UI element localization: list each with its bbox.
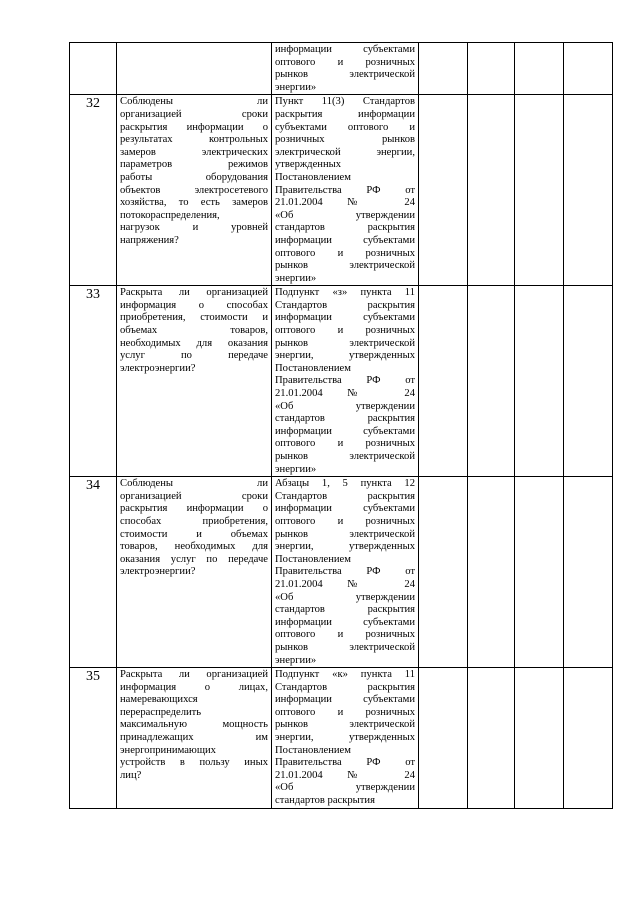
text-line: объектов электросетевого: [120, 184, 268, 196]
text-line: намеревающихся: [120, 694, 198, 706]
answer-cell: [419, 286, 468, 477]
text-line: работы оборудования: [120, 171, 268, 183]
text-line: 21.01.2004 № 24: [275, 769, 415, 781]
text-line: организацией сроки: [120, 108, 268, 120]
text-line: оптового и розничных: [275, 247, 415, 259]
answer-cell: [515, 668, 564, 809]
text-line: энергии»: [275, 654, 317, 666]
text-line: оптового и розничных: [275, 629, 415, 641]
question-cell: [117, 43, 272, 95]
text-line: рынков электрической: [275, 69, 415, 81]
question-cell: [117, 477, 272, 668]
text-line: стоимости и объемах: [120, 528, 268, 540]
answer-cell: [564, 95, 613, 286]
reference-cell: [272, 477, 419, 668]
text-line: энергии»: [275, 272, 317, 284]
question-cell: [117, 668, 272, 809]
text-line: раскрытия информации о: [120, 121, 268, 133]
text-line: 21.01.2004 № 24: [275, 197, 415, 209]
answer-cell: [564, 668, 613, 809]
answer-cell: [564, 286, 613, 477]
text-line: утвержденных: [275, 159, 342, 171]
text-line: «Об утверждении: [275, 591, 415, 603]
text-line: стандартов раскрытия: [275, 222, 415, 234]
text-line: «Об утверждении: [275, 400, 415, 412]
text-line: оптового и розничных: [275, 325, 415, 337]
text-line: лиц?: [120, 769, 142, 781]
row-number: 33: [70, 286, 117, 477]
text-line: энергии»: [275, 81, 317, 93]
text-line: розничных рынков: [275, 134, 415, 146]
text-line: Раскрыта ли организацией: [120, 669, 268, 681]
question-cell: [117, 286, 272, 477]
text-line: оптового и розничных: [275, 706, 415, 718]
text-line: Правительства РФ от: [275, 375, 415, 387]
text-line: раскрытия информации о: [120, 503, 268, 515]
text-line: 21.01.2004 № 24: [275, 388, 415, 400]
text-line: информация о способах: [120, 299, 268, 311]
text-line: Правительства РФ от: [275, 757, 415, 769]
text-line: «Об утверждении: [275, 209, 415, 221]
text-line: стандартов раскрытия: [275, 413, 415, 425]
text-line: нагрузок и уровней: [120, 222, 268, 234]
text-line: энергии, утвержденных: [275, 541, 415, 553]
number-cell: [70, 43, 117, 95]
text-line: субъектами оптового и: [275, 121, 415, 133]
text-line: стандартов раскрытия: [275, 604, 415, 616]
text-line: рынков электрической: [275, 719, 415, 731]
answer-cell: [515, 477, 564, 668]
text-line: Подпункт «к» пункта 11: [275, 669, 415, 681]
text-line: информации субъектами: [275, 694, 415, 706]
reference-cell: [272, 43, 419, 95]
table-row: [70, 286, 613, 477]
text-line: напряжения?: [120, 234, 179, 246]
text-line: параметров режимов: [120, 159, 268, 171]
text-line: раскрытия информации: [275, 108, 415, 120]
table-row: [70, 668, 613, 809]
text-line: Соблюдены ли: [120, 96, 268, 108]
text-line: Абзацы 1, 5 пункта 12: [275, 478, 415, 490]
answer-cell: [515, 43, 564, 95]
reference-cell: [272, 286, 419, 477]
text-line: энергии»: [275, 463, 317, 475]
text-line: объемах товаров,: [120, 325, 268, 337]
text-line: оптового и розничных: [275, 438, 415, 450]
text-line: информации субъектами: [275, 503, 415, 515]
answer-cell: [419, 43, 468, 95]
text-line: Стандартов раскрытия: [275, 681, 415, 693]
reference-cell: [272, 95, 419, 286]
answer-cell: [468, 668, 515, 809]
text-line: услуг по передаче: [120, 350, 268, 362]
text-line: электроэнергии?: [120, 566, 196, 578]
text-line: рынков электрической: [275, 641, 415, 653]
question-cell: [117, 95, 272, 286]
text-line: информации субъектами: [275, 44, 415, 55]
text-line: оптового и розничных: [275, 515, 415, 527]
text-line: рынков электрической: [275, 337, 415, 349]
answer-cell: [564, 43, 613, 95]
text-line: рынков электрической: [275, 528, 415, 540]
text-line: информации субъектами: [275, 425, 415, 437]
answer-cell: [468, 477, 515, 668]
text-line: оптового и розничных: [275, 56, 415, 68]
text-line: 21.01.2004 № 24: [275, 578, 415, 590]
text-line: устройств в пользу иных: [120, 757, 268, 769]
text-line: Подпункт «з» пункта 11: [275, 287, 415, 299]
text-line: Пункт 11(3) Стандартов: [275, 96, 415, 108]
text-line: максимальную мощность: [120, 719, 268, 731]
checklist-table: [69, 42, 613, 809]
text-line: принадлежащих им: [120, 732, 268, 744]
text-line: Постановлением: [275, 553, 351, 565]
text-line: энергии, утвержденных: [275, 732, 415, 744]
table-row: [70, 95, 613, 286]
reference-cell: [272, 668, 419, 809]
text-line: оказания услуг по передаче: [120, 553, 268, 565]
table-body: [70, 43, 613, 809]
row-number: 32: [70, 95, 117, 286]
answer-cell: [419, 668, 468, 809]
text-line: рынков электрической: [275, 451, 415, 462]
answer-cell: [468, 43, 515, 95]
text-line: Постановлением: [275, 171, 351, 183]
text-line: информация о лицах,: [120, 681, 268, 693]
text-line: организацией сроки: [120, 490, 268, 502]
text-line: энергии, утвержденных: [275, 350, 415, 362]
text-line: результатах контрольных: [120, 134, 268, 146]
text-line: информации субъектами: [275, 616, 415, 628]
answer-cell: [515, 286, 564, 477]
text-line: способах приобретения,: [120, 515, 268, 527]
table-row: [70, 477, 613, 668]
answer-cell: [468, 95, 515, 286]
text-line: Правительства РФ от: [275, 184, 415, 196]
text-line: Стандартов раскрытия: [275, 299, 415, 311]
text-line: рынков электрической: [275, 260, 415, 272]
text-line: электроэнергии?: [120, 362, 196, 374]
answer-cell: [515, 95, 564, 286]
text-line: Стандартов раскрытия: [275, 490, 415, 502]
answer-cell: [419, 477, 468, 668]
text-line: информации субъектами: [275, 234, 415, 246]
answer-cell: [419, 95, 468, 286]
text-line: необходимых для оказания: [120, 337, 268, 349]
text-line: замеров электрических: [120, 146, 268, 158]
text-line: потокораспределения,: [120, 209, 220, 221]
text-line: энергопринимающих: [120, 744, 216, 756]
text-line: стандартов раскрытия: [275, 795, 375, 807]
text-line: Соблюдены ли: [120, 478, 268, 490]
text-line: Правительства РФ от: [275, 566, 415, 578]
row-number: 35: [70, 668, 117, 809]
table-row-continuation: [70, 43, 613, 95]
answer-cell: [564, 477, 613, 668]
text-line: хозяйства, то есть замеров: [120, 197, 268, 209]
row-number: 34: [70, 477, 117, 668]
text-line: информации субъектами: [275, 312, 415, 324]
text-line: «Об утверждении: [275, 782, 415, 794]
text-line: Постановлением: [275, 744, 351, 756]
answer-cell: [468, 286, 515, 477]
text-line: Постановлением: [275, 362, 351, 374]
text-line: товаров, необходимых для: [120, 541, 268, 553]
text-line: электрической энергии,: [275, 146, 415, 158]
text-line: приобретения, стоимости и: [120, 312, 268, 324]
text-line: перераспределить: [120, 706, 202, 718]
text-line: Раскрыта ли организацией: [120, 287, 268, 299]
